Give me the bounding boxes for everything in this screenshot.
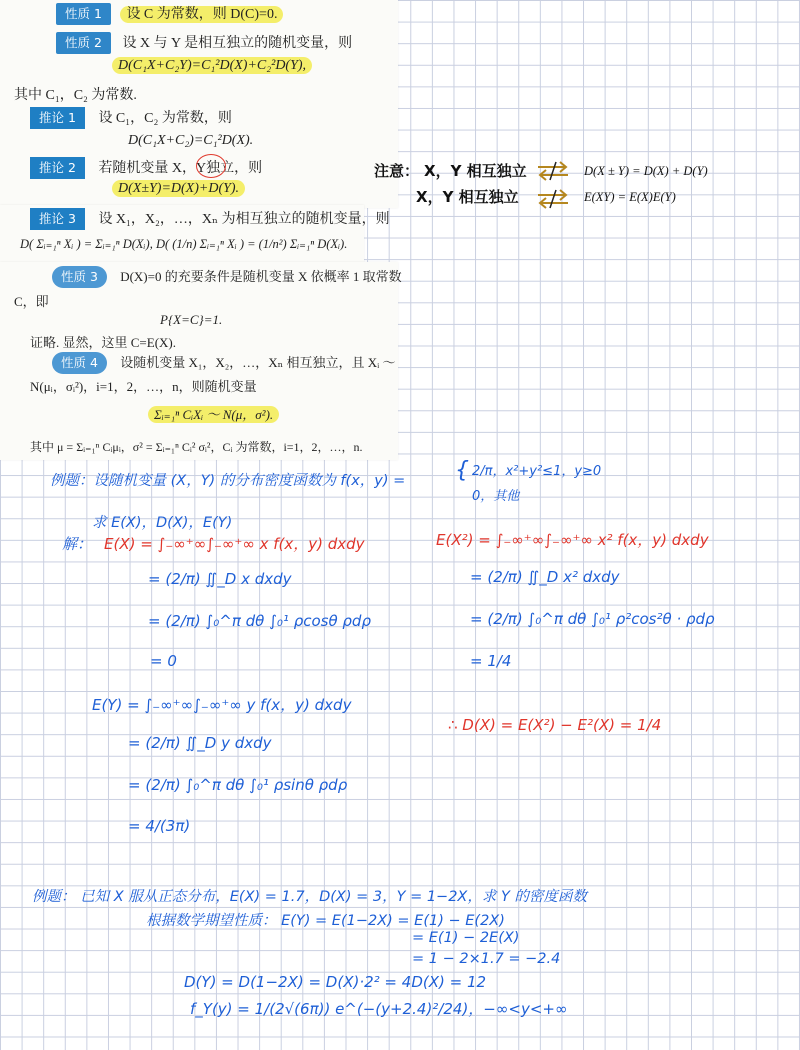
ey-line3: = (2/π) ∫₀^π dθ ∫₀¹ ρsinθ ρdρ xyxy=(128,776,348,794)
property-3-tag: 性质 3 xyxy=(52,266,107,288)
ex-line1: E(X) = ∫₋∞⁺∞∫₋∞⁺∞ x f(x，y) dxdy xyxy=(104,535,365,553)
property-1-tag: 性质 1 xyxy=(56,3,111,25)
ex2-line3: = (2/π) ∫₀^π dθ ∫₀¹ ρ²cos²θ · ρdρ xyxy=(470,610,715,628)
property-4-tag: 性质 4 xyxy=(52,352,107,374)
note-eq1: D(X ± Y) = D(X) + D(Y) xyxy=(584,164,708,178)
corollary-3-tag: 推论 3 xyxy=(30,208,85,230)
example2-intro: 例题： 已知 X 服从正态分布，E(X) = 1.7，D(X) = 3，Y = 1−2X，求 Y 的密度函数 xyxy=(32,889,587,905)
example1-intro: 例题：设随机变量 (X，Y) 的分布密度函数为 f(x，y) = xyxy=(50,473,406,489)
ey-line2: = (2/π) ∬_D y dxdy xyxy=(128,734,272,752)
corollary-1 xyxy=(30,107,232,129)
example2-line1: 根据数学期望性质： E(Y) = E(1−2X) = E(1) − E(2X) xyxy=(146,913,505,929)
corollary-1-text: 设 C₁，C₂ 为常数，则 xyxy=(98,111,232,126)
property-2-where: 其中 C₁，C₂ 为常数. xyxy=(14,88,137,103)
corollary-2-formula-text: D(X±Y)=D(X)+D(Y). xyxy=(112,180,245,197)
dx-result: ∴ D(X) = E(X²) − E²(X) = 1/4 xyxy=(448,716,662,734)
property-2-formula-text: D(C₁X+C₂Y)=C₁²D(X)+C₂²D(Y), xyxy=(112,57,312,74)
corollary-3-text: 设 X₁，X₂，…，Xₙ 为相互独立的随机变量，则 xyxy=(98,212,390,227)
property-3-proof: 证略. 显然，这里 C=E(X). xyxy=(30,335,176,350)
example1-solve-label: 解： xyxy=(62,535,93,553)
corollary-2 xyxy=(30,157,262,179)
property-3-formula: P{X=C}=1. xyxy=(160,312,223,327)
corollary-2-formula xyxy=(112,181,245,197)
corollary-3-formula: D( Σᵢ₌₁ⁿ Xᵢ ) = Σᵢ₌₁ⁿ D(Xᵢ), D( (1/n) Σᵢ₌₁ⁿ Xᵢ ) = (1/n²) Σᵢ₌₁ⁿ D(Xᵢ). xyxy=(20,237,348,251)
corollary-2-text-a: 若随机变量 X，Y xyxy=(98,161,207,176)
property-2-text: 设 X 与 Y 是相互独立的随机变量，则 xyxy=(122,36,353,51)
note-line2: X，Y 相互独立 xyxy=(416,188,519,206)
property-4-formula-text: Σᵢ₌₁ⁿ CᵢXᵢ ～ N(μ，σ²). xyxy=(148,406,279,423)
example1-case2: 0，其他 xyxy=(472,489,520,504)
corollary-2-circled: 独立 xyxy=(206,161,235,176)
property-2 xyxy=(56,32,352,54)
corollary-2-tag: 推论 2 xyxy=(30,157,85,179)
example2-line4: D(Y) = D(1−2X) = D(X)·2² = 4D(X) = 12 xyxy=(184,973,487,991)
property-1 xyxy=(56,3,283,25)
ex-line2: = (2/π) ∬_D x dxdy xyxy=(148,570,292,588)
note-line1: X，Y 相互独立 xyxy=(424,162,527,180)
ex-line3: = (2/π) ∫₀^π dθ ∫₀¹ ρcosθ ρdρ xyxy=(148,612,371,630)
property-4-where: 其中 μ = Σᵢ₌₁ⁿ Cᵢμᵢ，σ² = Σᵢ₌₁ⁿ Cᵢ² σᵢ²，Cᵢ 为常数，i=1，2，…，n. xyxy=(30,440,363,454)
example2-line2: = E(1) − 2E(X) xyxy=(412,930,520,946)
property-1-text: 设 C 为常数，则 D(C)=0. xyxy=(120,6,283,23)
ex2-line2: = (2/π) ∬_D x² dxdy xyxy=(470,568,620,586)
ey-line1: E(Y) = ∫₋∞⁺∞∫₋∞⁺∞ y f(x，y) dxdy xyxy=(92,696,352,714)
example1-case1: 2/π，x²+y²≤1，y≥0 xyxy=(472,464,602,479)
example2-line5: f_Y(y) = 1/(2√(6π)) e^(−(y+2.4)²/24)，−∞<y<+∞ xyxy=(190,1000,568,1018)
example1-ask: 求 E(X)，D(X)，E(Y) xyxy=(92,515,233,531)
double-arrow-icon-1 xyxy=(536,160,570,187)
red-circle-annotation xyxy=(196,154,226,178)
corollary-3 xyxy=(30,208,390,230)
corollary-1-tag: 推论 1 xyxy=(30,107,85,129)
property-4-text: 设随机变量 X₁，X₂，…，Xₙ 相互独立，且 Xᵢ ～ xyxy=(120,355,396,370)
ey-line4: = 4/(3π) xyxy=(128,817,191,835)
property-2-formula xyxy=(112,58,312,74)
property-4-text2: N(μᵢ，σᵢ²)，i=1，2，…，n，则随机变量 xyxy=(30,379,257,394)
property-2-tag: 性质 2 xyxy=(56,32,111,54)
note-eq2: E(XY) = E(X)E(Y) xyxy=(584,190,676,204)
ex2-line1: E(X²) = ∫₋∞⁺∞∫₋∞⁺∞ x² f(x，y) dxdy xyxy=(436,531,709,549)
property-4 xyxy=(52,352,396,374)
corollary-2-text-b: ，则 xyxy=(234,161,263,176)
note-label: 注意： xyxy=(374,162,420,180)
ex2-line4: = 1/4 xyxy=(470,652,512,670)
ex-line4: = 0 xyxy=(150,652,177,670)
double-arrow-icon-2 xyxy=(536,188,570,215)
property-3-text: D(X)=0 的充要条件是随机变量 X 依概率 1 取常数 xyxy=(120,269,402,284)
property-3 xyxy=(52,266,402,288)
corollary-1-formula: D(C₁X+C₂)=C₁²D(X). xyxy=(128,133,254,148)
example2-line3: = 1 − 2×1.7 = −2.4 xyxy=(412,951,561,967)
property-4-formula xyxy=(148,404,279,423)
example1-brace: { xyxy=(455,458,469,483)
property-3-text2: C，即 xyxy=(14,294,49,309)
